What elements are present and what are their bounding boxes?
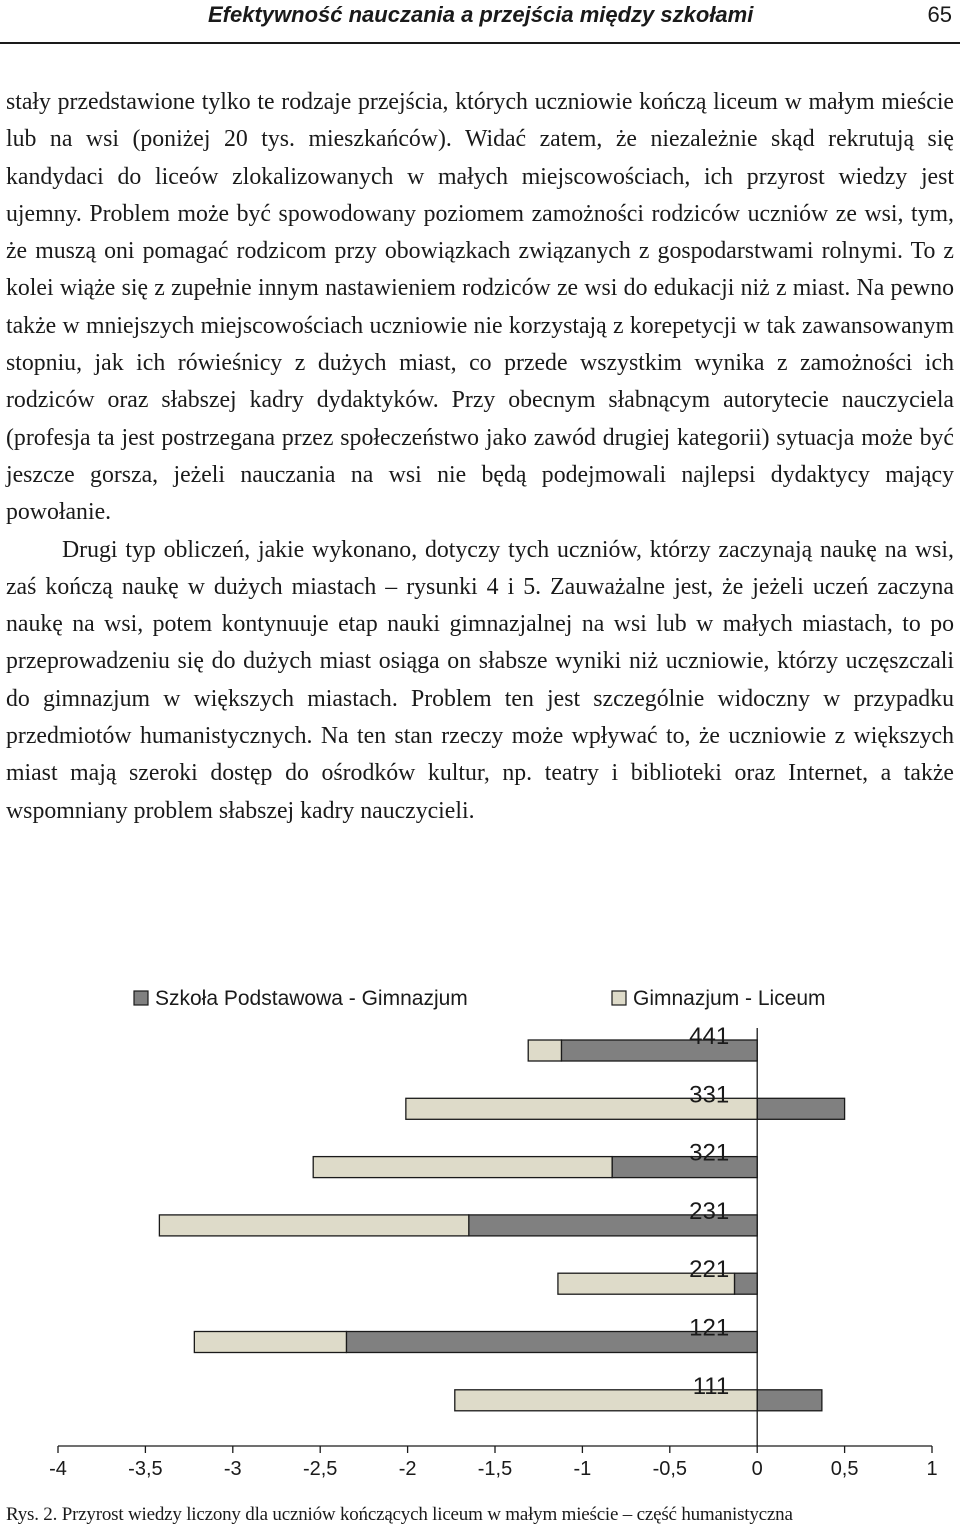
x-tick-label-9: 0: [751, 1458, 763, 1480]
category-label-331: 331: [689, 1081, 730, 1109]
category-label-111: 111: [692, 1372, 730, 1400]
bar-231-series-2: [159, 1215, 468, 1236]
x-tick-label-4: -2,5: [302, 1458, 338, 1480]
category-label-231: 231: [689, 1197, 730, 1225]
bar-221-series-1: [734, 1273, 757, 1294]
stacked-bar-chart: [0, 970, 960, 1490]
legend-label-2: Gimnazjum - Liceum: [633, 987, 826, 1010]
paragraph-1: stały przedstawione tylko te rodzaje przejścia, których uczniowie kończą liceum w małym mieście lub na wsi (poniżej 20 tys. mieszkańców). Widać zatem, że niezależnie skąd rekrutują się kandydaci do liceów zlokalizowanych w małych miejscowościach, ich przyrost wiedzy jest ujemny. Problem może być spowodowany poziomem zamożności rodziców uczniów ze wsi, tym, że muszą oni pomagać rodzicom przy obowiązkach związanych z gospodarstwami rolnymi. To z kolei wiąże się z zupełnie innym nastawieniem rodziców ze wsi do edukacji niż z miast. Na pewno także w mniejszych miejscowościach uczniowie nie korzystają z korepetycji w tak zawansowanym stopniu, jak ich rówieśnicy z dużych miast, co przede wszystkim wynika z zamożności ich rodziców oraz słabszej kadry dydaktyków. Przy obecnym słabnącym autorytecie nauczyciela (profesja ta jest postrzegana przez społeczeństwo jako zawód drugiej kategorii) sytuacja może być jeszcze gorsza, jeżeli nauczania na wsi nie będą podejmowali najlepsi dydaktycy mający powołanie.: [6, 89, 954, 526]
legend-swatch-2: [612, 991, 626, 1005]
x-tick-label-7: -1: [573, 1458, 592, 1480]
bar-321-series-1: [612, 1157, 757, 1178]
legend-swatch-1: [134, 991, 148, 1005]
legend-label-1: Szkoła Podstawowa - Gimnazjum: [155, 987, 468, 1010]
figure-caption: Rys. 2. Przyrost wiedzy liczony dla uczniów kończących liceum w małym mieście – część humanistyczna: [6, 1504, 793, 1525]
category-label-221: 221: [689, 1256, 730, 1284]
x-tick-label-8: -0,5: [652, 1458, 688, 1480]
bar-321-series-2: [313, 1157, 612, 1178]
body-text: [6, 84, 954, 830]
bar-111-series-1: [757, 1390, 822, 1411]
x-tick-label-11: 1: [926, 1458, 938, 1480]
bar-441-series-2: [528, 1040, 561, 1061]
bar-121-series-2: [194, 1332, 346, 1353]
x-tick-label-6: -1,5: [477, 1458, 513, 1480]
running-title: Efektywność nauczania a przejścia między szkołami: [208, 2, 754, 27]
x-tick-label-10: 0,5: [830, 1458, 859, 1480]
category-label-121: 121: [689, 1314, 730, 1342]
category-label-321: 321: [689, 1139, 730, 1167]
x-tick-label-5: -2: [398, 1458, 417, 1480]
paragraph-2: Drugi typ obliczeń, jakie wykonano, dotyczy tych uczniów, którzy zaczynają naukę na wsi, zaś kończą naukę w dużych miastach – rysunki 4 i 5. Zauważalne jest, że jeżeli uczeń zaczyna naukę na wsi, potem kontynuuje etap nauki gimnazjalnej na wsi lub w małych miastach, to po przeprowadzeniu się do dużych miast osiąga on słabsze wyniki niż uczniowie, którzy uczęszczali do gimnazjum w większych miastach. Problem ten jest szczególnie widoczny w przypadku przedmiotów humanistycznych. Na ten stan rzeczy może wpływać to, że uczniowie z większych miast mają szeroki dostęp do ośrodków kultur, np. teatry i biblioteki oraz Internet, a także wspomniany problem słabszej kadry nauczycieli.: [6, 536, 954, 824]
x-tick-label-1: -4: [49, 1458, 67, 1480]
page-header: [0, 0, 960, 44]
category-label-441: 441: [689, 1023, 730, 1050]
x-tick-label-3: -3: [223, 1458, 242, 1480]
page-number: 65: [927, 2, 952, 27]
x-tick-label-2: -3,5: [128, 1458, 163, 1480]
bar-331-series-1: [757, 1098, 844, 1119]
